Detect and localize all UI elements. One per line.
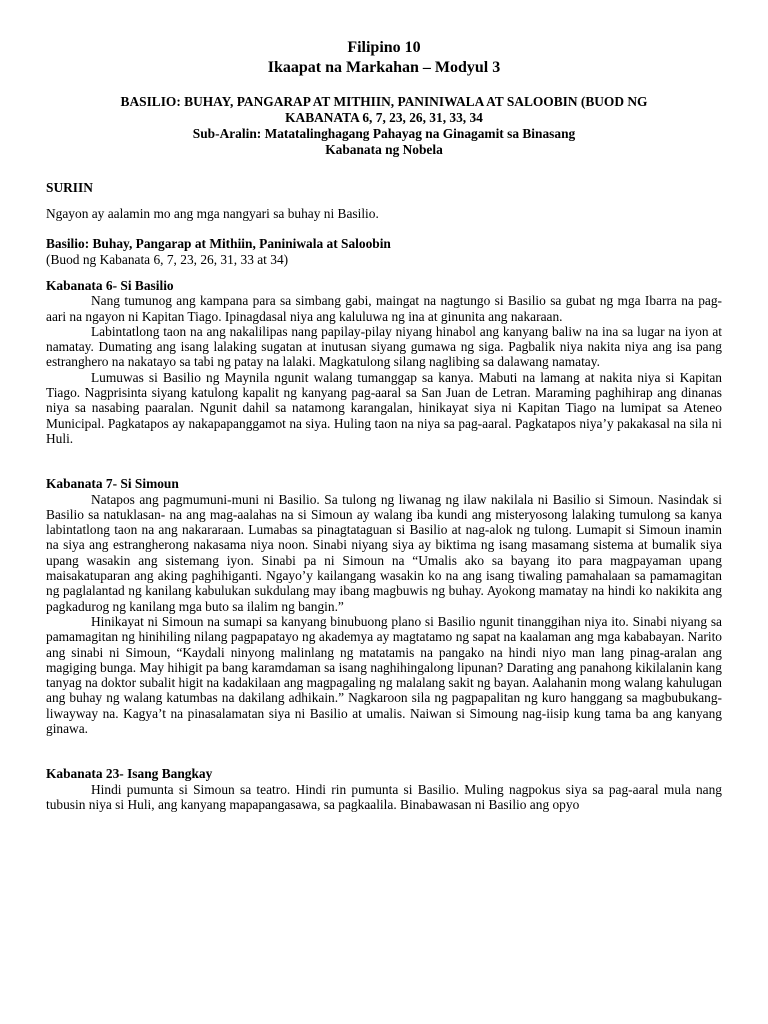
- document-subtitle: Ikaapat na Markahan – Modyul 3: [267, 59, 501, 76]
- lesson-title-line-1: BASILIO: BUHAY, PANGARAP AT MITHIIN, PANINIWALA AT SALOOBIN (BUOD NG: [120, 94, 648, 109]
- sub-aralin-line-1: Sub-Aralin: Matatalinghagang Pahayag na Ginagamit sa Binasang: [192, 126, 576, 141]
- chapter-paragraph: Hindi pumunta si Simoun sa teatro. Hindi rin pumunta si Basilio. Muling nagpokus siya sa pag-aaral mula nang tubusin niya si Huli, ang kanyang mapapangasawa, sa pagkaalila. Binabawasan ni Basilio ang opyo: [46, 781, 722, 812]
- section-label: SURIIN: [46, 180, 93, 195]
- chapter-title: Kabanata 6- Si Basilio: [46, 278, 174, 293]
- lesson-title-line-2: KABANATA 6, 7, 23, 26, 31, 33, 34: [285, 110, 483, 125]
- lesson-heading: [46, 94, 722, 158]
- chapter-paragraph: Labintatlong taon na ang nakalilipas nang papilay-pilay niyang hinabol ang kanyang baliw na ina sa lugar na iyon at namatay. Dumating ang isang lalaking sugatan at inutusan siyang gumawa ng siga. Pagbalik niya nakita niya ang isa pang estranghero na nakatayo sa tabi ng patay na lalaki. Magkatulong silang naglibing sa dalawang namatay.: [46, 323, 722, 370]
- section-spacer: [46, 446, 722, 476]
- topic-note: (Buod ng Kabanata 6, 7, 23, 26, 31, 33 at 34): [46, 252, 289, 267]
- chapter-title: Kabanata 7- Si Simoun: [46, 476, 179, 492]
- chapter-title: Kabanata 23- Isang Bangkay: [46, 766, 213, 782]
- chapter-paragraph: Natapos ang pagmumuni-muni ni Basilio. Sa tulong ng liwanag ng ilaw nakilala ni Basilio si Simoun. Nasindak si Basilio sa natuklasan- na ang mag-aalahas na si Simoun ay walang iba kundi ang misteryosong lalaking tumulong sa kanya labintatlong taon na ang nakararaan. Lumabas sa pinagtataguan si Basilio at nag-alok ng tulong. Lumapit si Simoun inamin na siya ang estrangherong nakasama niya noon. Sinabi niyang siya ay biktima ng isang masamang sistema at bumalik siya upang wasakin ang sistemang iyon. Sinabi pa ni Simoun na “Umalis ako sa bayang ito para magpayaman upang maisakatuparan ang aking paghihiganti. Ngayo’y kailangang wasakin ko na ang isang tiwaling pamahalaan sa pamamagitan ng paglalantad ng kanilang kabulukan sukdulang may ibang magbuwis ng buhay. Ayokong mamatay na hindi ko nakikita ang pagkadurog ng kanilang mga buto sa ilalim ng bangin.”: [46, 491, 722, 614]
- sub-aralin-line-2: Kabanata ng Nobela: [325, 142, 443, 157]
- chapter-paragraph: Lumuwas si Basilio ng Maynila ngunit walang tumanggap sa kanya. Mabuti na lamang at nakita niya si Kapitan Tiago. Nagprisinta siyang katulong kapalit ng kanyang pag-aaral sa San Juan de Letran. Maraming paghihirap ang dinanas niya sa nasabing paaralan. Ngunit dahil sa natamong karangalan, hinikayat siya ni Kapitan Tiago na lumipat sa Ateneo Municipal. Pagkatapos ay nakapapanggamot na siya. Huling taon na niya sa pag-aaral. Pagkatapos niya’y pakakasal na sila ni Huli.: [46, 369, 722, 446]
- section-spacer: [46, 736, 722, 766]
- chapter-paragraph: Hinikayat ni Simoun na sumapi sa kanyang binubuong plano si Basilio ngunit tinanggihan niya ito. Sinabi niyang sa pamamagitan ng hinihiling nilang pagpapatayo ng akademya ay magtatamo ng sapat na kaalaman ang mga kababayan. Narito ang sinabi ni Simoun, “Kaydali ninyong malinlang ng matatamis na pangako na hindi niyo man lang pinag-aralan ang magiging bunga. May hihigit pa bang karamdaman sa isang naghihingalong lipunan? Darating ang panahong kikilalanin kang tanyag na doktor subalit higit na kadakilaan ang magpagaling ng malalang sakit ng bayan. Aalahanin mong walang kahulugan ang buhay ng walang katumbas na dakilang adhikain.” Nagkaroon sila ng pagpapalitan ng kuro hanggang sa magbubukang-liwayway na. Kagya’t na pinasalamatan siya ni Basilio at umalis. Naiwan si Simoung nag-iisip kung tama ba ang kanyang ginawa.: [46, 613, 722, 737]
- topic-title: Basilio: Buhay, Pangarap at Mithiin, Paniniwala at Saloobin: [46, 236, 391, 251]
- chapter-paragraph: Nang tumunog ang kampana para sa simbang gabi, maingat na nagtungo si Basilio sa gubat ng mga Ibarra na pag-aari na ngayon ni Kapitan Tiago. Ipinagdasal niya ang kaluluwa ng ina at ginunita ang nakaraan.: [46, 293, 722, 324]
- chapter-23: [46, 766, 722, 812]
- chapter-7: [46, 476, 722, 736]
- section-intro: Ngayon ay aalamin mo ang mga nangyari sa buhay ni Basilio.: [46, 206, 379, 221]
- chapter-6: [46, 278, 722, 446]
- document-title: Filipino 10: [347, 39, 421, 56]
